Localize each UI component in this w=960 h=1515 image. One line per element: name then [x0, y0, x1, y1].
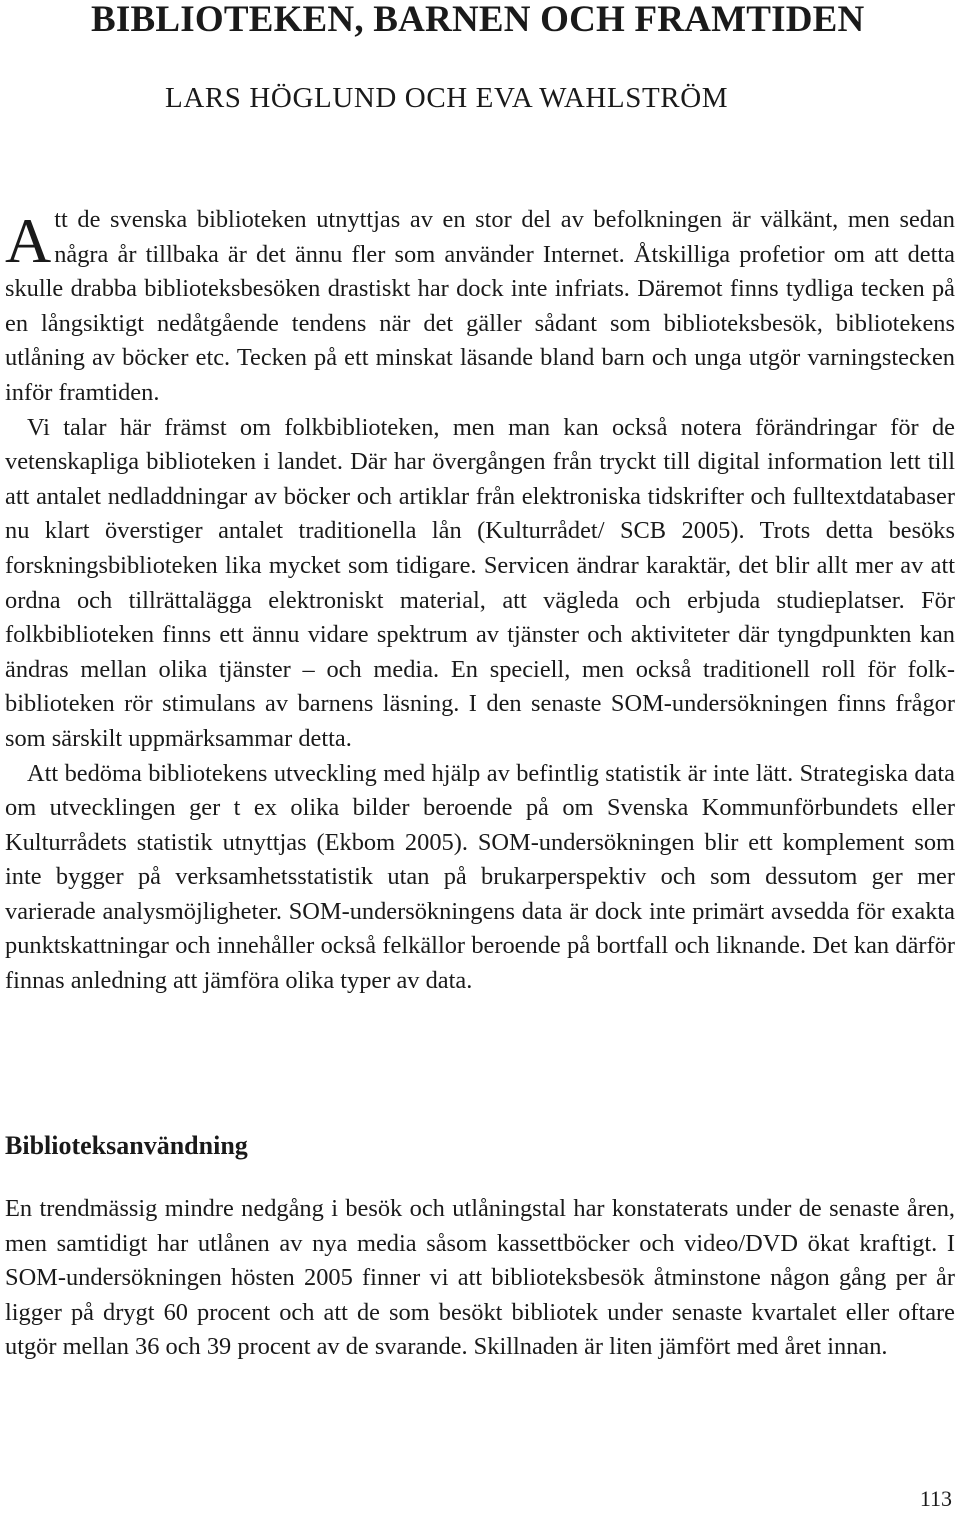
- intro-paragraph-1-text: tt de svenska biblioteken utnyttjas av en stor del av befolkningen är välkänt, men sedan några år tillbaka är det ännu fler som använder Internet. Åtskilliga profetior om att detta skulle drabba biblioteksbesöken drastiskt har dock inte infriats. Däremot finns tydliga tecken på en långsiktigt nedåtgående tendens när det gäller sådant som biblioteksbesök, bibliotekens utlåning av böcker etc. Tecken på ett minskat läsande bland barn och unga utgör varningstecken inför framtiden.: [5, 206, 955, 406]
- usage-paragraph-1: En trendmässig mindre nedgång i besök och utlåningstal har konstaterats under de senaste åren, men samtidigt har utlånen av nya media såsom kassettböcker och video/DVD ökat kraftigt. I SOM-undersökningen hösten 2005 finner vi att biblioteksbesök åtminstone någon gång per år ligger på drygt 60 procent och att de som besökt bibliotek under senaste kvartalet eller oftare utgör mellan 36 och 39 procent av de svarande. Skillnaden är liten jämfört med året innan.: [5, 1195, 955, 1361]
- section-heading: Biblioteksanvändning: [5, 1131, 248, 1160]
- page-title: BIBLIOTEKEN, BARNEN OCH FRAMTIDEN: [91, 0, 865, 40]
- page-number: 113: [919, 1486, 952, 1511]
- authors-line: LARS HÖGLUND OCH EVA WAHLSTRÖM: [165, 82, 729, 114]
- drop-cap: A: [5, 205, 52, 276]
- intro-paragraph-3: Att bedöma bibliotekens utveckling med hjälp av befintlig statistik är inte lätt. Strategiska data om utvecklingen ger t ex olika bilder beroende på om Svenska Kommunförbundets eller Kulturrådets statistik utnyttjas (Ekbom 2005). SOM-undersökningen blir ett komplement som inte bygger på verksamhetsstatistik utan på brukarperspektiv och som dessutom ger mer varierade analysmöjligheter. SOM-undersökningens data är dock inte primärt avsedda för exakta punktskattningar och innehåller också felkällor beroende på bortfall och liknande. Det kan därför finnas anledning att jämföra olika typer av data.: [5, 759, 955, 995]
- usage-section: [5, 1192, 955, 1365]
- intro-paragraph-1: [5, 203, 955, 411]
- intro-paragraph-2: Vi talar här främst om folkbiblioteken, men man kan också notera förändringar för de vetenskapliga biblioteken i landet. Där har övergången från tryckt till digital information lett till att antalet nedladdningar av böcker och artiklar från elektroniska tidskrifter och fulltextdatabaser nu klart överstiger antalet traditionella lån (Kulturrådet/ SCB 2005). Trots detta besöks forskningsbiblioteken lika mycket som tidigare. Servicen ändrar karaktär, det blir allt mer av att ordna och tillrättalägga elektroniskt material, att vägleda och erbjuda studieplatser. För folkbiblioteken finns ett ännu vidare spektrum av tjänster och aktiviteter där tyngdpunkten kan ändras mellan olika tjänster – och media. En speciell, men också traditionell roll för folkbiblioteken rör stimulans av barnens läsning. I den senaste SOM-undersökningen finns frågor som särskilt uppmärksammar detta.: [5, 413, 955, 752]
- intro-section: [5, 203, 955, 999]
